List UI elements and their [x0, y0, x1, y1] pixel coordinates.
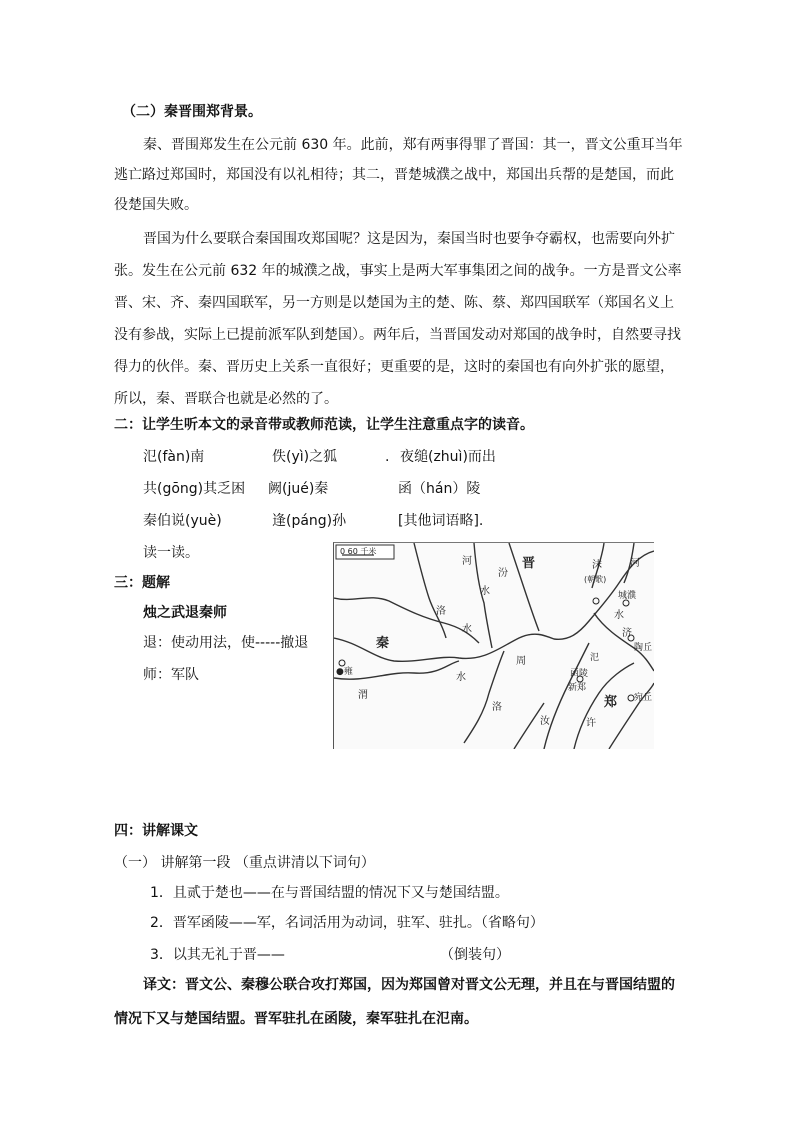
map-label-mo: 沫 — [592, 560, 602, 571]
pronunciation-item: [其他词语略]. — [398, 513, 484, 529]
map-label-fan: 氾 — [590, 653, 600, 663]
map-label-luo: 洛 — [492, 702, 502, 713]
map-label-shui: 水 — [614, 610, 624, 621]
map-label-zheng: 郑 — [604, 695, 618, 710]
text-title: 烛之武退秦师 — [143, 605, 227, 621]
map-label-he: 河 — [462, 556, 472, 567]
section-heading-lecture: 四：讲解课文 — [114, 823, 198, 839]
definition-shi: 师：军队 — [143, 667, 199, 683]
translation-line: 情况下又与楚国结盟。晋军驻扎在函陵，秦军驻扎在氾南。 — [114, 1011, 478, 1027]
subheading-first-paragraph: （一） 讲解第一段 （重点讲清以下词句） — [114, 855, 375, 871]
paragraph-line: 得力的伙伴。秦、晋历史上关系一直很好；更重要的是，这时的秦国也有向外扩张的愿望， — [114, 359, 674, 375]
read-aloud-note: 读一读。 — [143, 545, 199, 561]
lecture-item: 3．以其无礼于晋—— — [150, 947, 285, 963]
map-label-luo: 洛 — [436, 606, 446, 617]
paragraph-line: 晋、宋、齐、秦四国联军，另一方则是以楚国为主的楚、陈、蔡、郑四国联军（郑国名义上 — [114, 295, 674, 311]
pronunciation-item: 函（hán）陵 — [398, 481, 481, 497]
paragraph-line: 张。发生在公元前 632 年的城濮之战，事实上是两大军事集团之间的战争。一方是晋文公率 — [114, 263, 682, 279]
lecture-item: 2．晋军函陵——军，名词活用为动词，驻军、驻扎。（省略句） — [150, 915, 544, 931]
map-scale: 0 60 千米 — [340, 547, 377, 556]
lecture-item: 1．且贰于楚也——在与晋国结盟的情况下又与楚国结盟。 — [150, 885, 509, 901]
section-title-background: （二）秦晋围郑背景。 — [122, 104, 262, 120]
paragraph-line: 没有参战，实际上已提前派军队到楚国）。两年后，当晋国发动对郑国的战争时，自然要寻找 — [114, 327, 681, 343]
paragraph-line: 秦、晋围郑发生在公元前 630 年。此前，郑有两事得罪了晋国：其一，晋文公重耳当年 — [143, 137, 683, 153]
paragraph-line: 所以，秦、晋联合也就是必然的了。 — [114, 391, 338, 407]
map-label-qin: 秦 — [376, 636, 390, 651]
map-label-fen: 汾 — [498, 568, 508, 579]
map-label-shui: 水 — [480, 586, 490, 597]
map-label-xinzheng: 新郑 — [568, 683, 587, 693]
pronunciation-item: 逢(páng)孙 — [272, 513, 347, 529]
pronunciation-item: 夜缒(zhuì)而出 — [400, 449, 496, 465]
map-label-wanqiu: 宛丘 — [634, 693, 653, 703]
map-label-chaoge: (朝歌) — [584, 575, 607, 584]
paragraph-line: 逃亡路过郑国时，郑国没有以礼相待；其二，晋楚城濮之战中，郑国出兵帮的是楚国，而此 — [114, 167, 674, 183]
section-heading-title-explanation: 三：题解 — [114, 575, 170, 591]
section-heading-pronunciation: 二：让学生听本文的录音带或教师范读，让学生注意重点字的读音。 — [114, 417, 534, 433]
lecture-item-note: （倒装句） — [440, 947, 510, 963]
pronunciation-item: 秦伯说(yuè) — [143, 513, 222, 529]
map-label-xu: 许 — [586, 718, 596, 729]
pronunciation-item: 阙(jué)秦 — [268, 481, 329, 497]
paragraph-line: 役楚国失败。 — [114, 197, 198, 213]
pronunciation-item: 氾(fàn)南 — [143, 449, 205, 465]
definition-tui: 退：使动用法，使-----撤退 — [143, 635, 309, 651]
map-label-chengpu: 城濮 — [618, 591, 637, 601]
map-label-jin: 晋 — [522, 556, 536, 571]
stray-dot: . — [385, 449, 390, 465]
map-label-shui: 水 — [456, 672, 466, 683]
map-label-hanling: 函陵 — [570, 669, 589, 679]
map-label-zhou: 周 — [516, 656, 526, 667]
map-label-ji: 济 — [622, 628, 632, 639]
map-label-shui: 水 — [462, 624, 472, 635]
map-label-ru: 汝 — [540, 716, 550, 727]
pronunciation-item: 共(gōng)其乏困 — [143, 481, 246, 497]
map-label-yong: ●雍 — [336, 667, 353, 677]
pronunciation-item: 佚(yì)之狐 — [272, 449, 338, 465]
paragraph-line: 晋国为什么要联合秦国围攻郑国呢？这是因为，秦国当时也要争夺霸权，也需要向外扩 — [143, 231, 675, 247]
map-label-he: 河 — [630, 558, 640, 569]
translation-line: 译文：晋文公、秦穆公联合攻打郑国，因为郑国曾对晋文公无理，并且在与晋国结盟的 — [143, 977, 675, 993]
map-label-wei: 渭 — [358, 690, 368, 701]
historical-map — [333, 542, 654, 749]
map-label-taoqiu: 陶丘 — [634, 643, 653, 653]
